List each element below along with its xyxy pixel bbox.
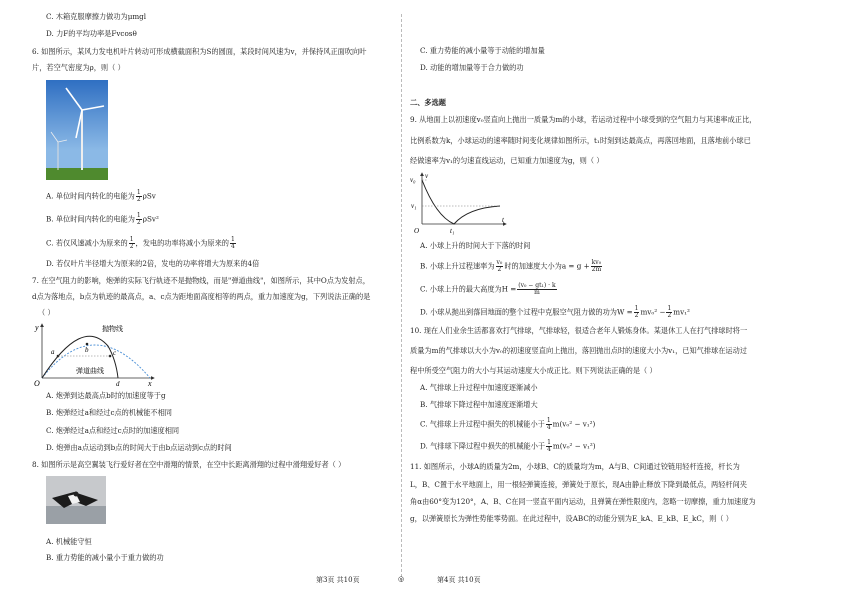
q9-stem-line2: 比例系数为k，小球运动的速率随时间变化规律如图所示，t₁时刻到达最高点，再落回地面，且落地前小球已: [410, 136, 751, 145]
q9-stem-line3: 经做速率为v₁的匀速直线运动，已知重力加速度为g，则（ ）: [410, 156, 604, 165]
q11-stem-line1: 11. 如图所示，小球A的质量为2m，小球B、C的质量均为m，A与B、C间通过铰链用轻杆连接，杆长为: [410, 462, 740, 471]
q6-option-c-text2: ，发电的功率将减小为原来的: [135, 238, 229, 248]
q7-option-c: C. 炮弹经过a点和经过c点时的加速度相同: [46, 426, 180, 435]
wingsuit-flyer-photo: [46, 476, 106, 524]
q6-stem-line1: 6. 如图所示，某风力发电机叶片转动可形成横截面积为S的圆面，某段时间风速为v，并保持风正面吹向叶: [32, 47, 367, 56]
q9-option-b-text: B. 小球上升过程速率为: [420, 261, 495, 271]
q6-option-b-formula: ρSv²: [142, 214, 159, 224]
q8-option-d: D. 动能的增加量等于合力做的功: [420, 63, 524, 72]
wind-turbine-photo: [46, 80, 108, 180]
label-v1: v₁: [411, 202, 417, 210]
q11-stem-line4: g，以弹簧原长为弹性势能零势面。在此过程中，设ABC的动能分别为E_kA、E_kB、E_kC，则（ ）: [410, 514, 733, 523]
fraction-one-half: $\frac{1}{2}$: [136, 212, 141, 226]
q10-option-d-text: D. 气排球下降过程中损失的机械能小于: [420, 441, 546, 451]
q5-option-d: D. 力F的平均功率是Fvcosθ: [46, 29, 137, 38]
ballistic-trajectory-diagram: [32, 320, 162, 388]
label-c: c: [113, 349, 117, 357]
fraction-one-half: $\frac{1}{2}$: [136, 189, 141, 203]
q7-option-b: B. 炮弹经过a和经过c点的机械能不相同: [46, 408, 172, 417]
q7-option-d: D. 炮弹由a点运动到b点的时间大于由b点运动到c点的时间: [46, 443, 232, 452]
velocity-time-graph: [410, 170, 510, 236]
q10-option-d: D. 气排球下降过程中损失的机械能小于 $\frac{1}{4}$ m(v₀² − v₁²): [420, 439, 596, 453]
q11-stem-line2: L，B、C置于水平地面上，用一根轻弹簧连接，弹簧处于原长，现A由静止释放下降到最低点，两轻杆间夹: [410, 480, 747, 489]
fraction-one-quarter: $\frac{1}{4}$: [546, 417, 551, 431]
label-origin: O: [34, 379, 40, 388]
label-x: x: [148, 379, 152, 388]
q6-option-c: [46, 237, 237, 250]
q9-option-d: D. 小球从抛出到落回地面的整个过程中克服空气阻力做的功为W = $\frac{1}{2}$ mv₀² − $\frac{1}{2}$ mv₁²: [420, 305, 690, 319]
q6-option-a-formula: ρSv: [142, 191, 156, 201]
q9-option-c-text: C. 小球上升的最大高度为H =: [420, 284, 517, 294]
q8-option-b: B. 重力势能的减小量小于重力做的功: [46, 553, 164, 562]
fraction-v0-over-2: $\frac{\text{v₀}}{2}$: [496, 259, 503, 273]
q10-option-c: C. 气排球上升过程中损失的机械能小于 $\frac{1}{4}$ m(v₀² − v₁²): [420, 417, 596, 431]
footer-left-page-number: 第3页 共10页: [316, 576, 360, 584]
label-parabola: 抛物线: [102, 325, 123, 333]
label-origin: O: [414, 227, 420, 235]
q7-stem-line2: d点为落地点，b点为轨迹的最高点，a、c点为距地面高度相等的两点，重力加速度为g，下列说法正确的是: [32, 292, 371, 301]
fraction-one-half: $\frac{1}{2}$: [667, 305, 672, 319]
page-divider: [401, 14, 402, 582]
q10-stem-line2: 质量为m的气排球以大小为v₀的初速度竖直向上抛出，落回抛出点时的速度大小为v₁，已知气排球在运动过: [410, 346, 747, 355]
fraction-max-height: $\frac{\text{(v₀ − gt₁) · k}}{m}$: [518, 282, 556, 296]
q8-stem: 8. 如图所示是高空翼装飞行爱好者在空中滑翔的情景，在空中长距离滑翔的过程中滑翔爱好者（ ）: [32, 460, 346, 469]
q10-option-b: B. 气排球下降过程中加速度逐渐增大: [420, 400, 538, 409]
label-t1: t₁: [450, 227, 455, 235]
label-y: y: [35, 323, 39, 332]
q5-option-c: C. 木箱克服摩擦力做功为μmgl: [46, 12, 147, 21]
fraction-one-quarter: $\frac{1}{4}$: [230, 236, 235, 250]
q10-stem-line1: 10. 现在人们业余生活都喜欢打气排球，气排球轻，很适合老年人锻炼身体。某退休工人在打气排球时将一: [410, 326, 748, 335]
q6-option-c-text: C. 若仅风速减小为原来的: [46, 238, 128, 248]
fraction-one-half: $\frac{1}{2}$: [634, 305, 639, 319]
label-v0: v₀: [410, 176, 416, 184]
fraction-one-quarter: $\frac{1}{4}$: [547, 439, 551, 453]
q10-option-a: A. 气排球上升过程中加速度逐渐减小: [420, 383, 538, 392]
fraction-kv0-over-2m: $\frac{\text{kv₀}}{2m}$: [591, 259, 602, 273]
label-t: t: [502, 216, 504, 224]
q7-stem-line3: （ ）: [38, 308, 55, 317]
q10-stem-line3: 程中所受空气阻力的大小与其运动速度大小成正比。则下列说法正确的是（ ）: [410, 366, 657, 375]
q6-option-b-text: B. 单位时间内转化的电能为: [46, 214, 135, 224]
q9-option-b: [420, 260, 603, 273]
q6-option-b: [46, 213, 159, 226]
q9-stem-line1: 9. 从地面上以初速度v₀竖直向上抛出一质量为m的小球，若运动过程中小球受到的空气阻力与其速率成正比，: [410, 115, 757, 124]
q6-option-a-text: A. 单位时间内转化的电能为: [46, 191, 135, 201]
q9-option-b-text2: 时的加速度大小为a = g +: [504, 261, 590, 271]
footer-right-page-number: 第4页 共10页: [437, 576, 481, 584]
q9-option-d-text: D. 小球从抛出到落回地面的整个过程中克服空气阻力做的功为W =: [420, 307, 633, 317]
q9-option-c: [420, 283, 558, 296]
q9-option-a: A. 小球上升的时间大于下落的时间: [420, 241, 531, 250]
q8-option-a: A. 机械能守恒: [46, 537, 92, 546]
speed-curve: [422, 180, 500, 224]
label-b: b: [85, 346, 89, 354]
label-d: d: [116, 380, 120, 388]
q8-option-c: C. 重力势能的减小量等于动能的增加量: [420, 46, 545, 55]
label-ballistic-curve: 弹道曲线: [76, 367, 104, 375]
label-v: v: [425, 172, 429, 180]
section-title-multiple-choice: 二、多选题: [410, 98, 446, 107]
q6-stem-line2: 片，若空气密度为ρ，则（ ）: [32, 63, 125, 72]
label-a: a: [51, 348, 55, 356]
q7-option-a: A. 炮弹到达最高点b时的加速度等于g: [46, 391, 166, 400]
q6-option-a: [46, 190, 156, 203]
q7-stem-line1: 7. 在空气阻力的影响，炮弹的实际飞行轨迹不是抛物线，而是"弹道曲线"，如图所示，其中O点为发射点，: [32, 276, 370, 285]
q11-stem-line3: 角α由60°变为120°，A、B、C在同一竖直平面内运动，且弹簧在弹性限度内，忽略一切摩擦，重力加速度为: [410, 497, 756, 506]
q6-option-d: D. 若仅叶片半径增大为原来的2倍，发电的功率将增大为原来的4倍: [46, 259, 260, 268]
footer-center-mark: ◎: [398, 575, 405, 583]
q10-option-c-text: C. 气排球上升过程中损失的机械能小于: [420, 419, 545, 429]
fraction-one-half: $\frac{1}{2}$: [129, 236, 134, 250]
